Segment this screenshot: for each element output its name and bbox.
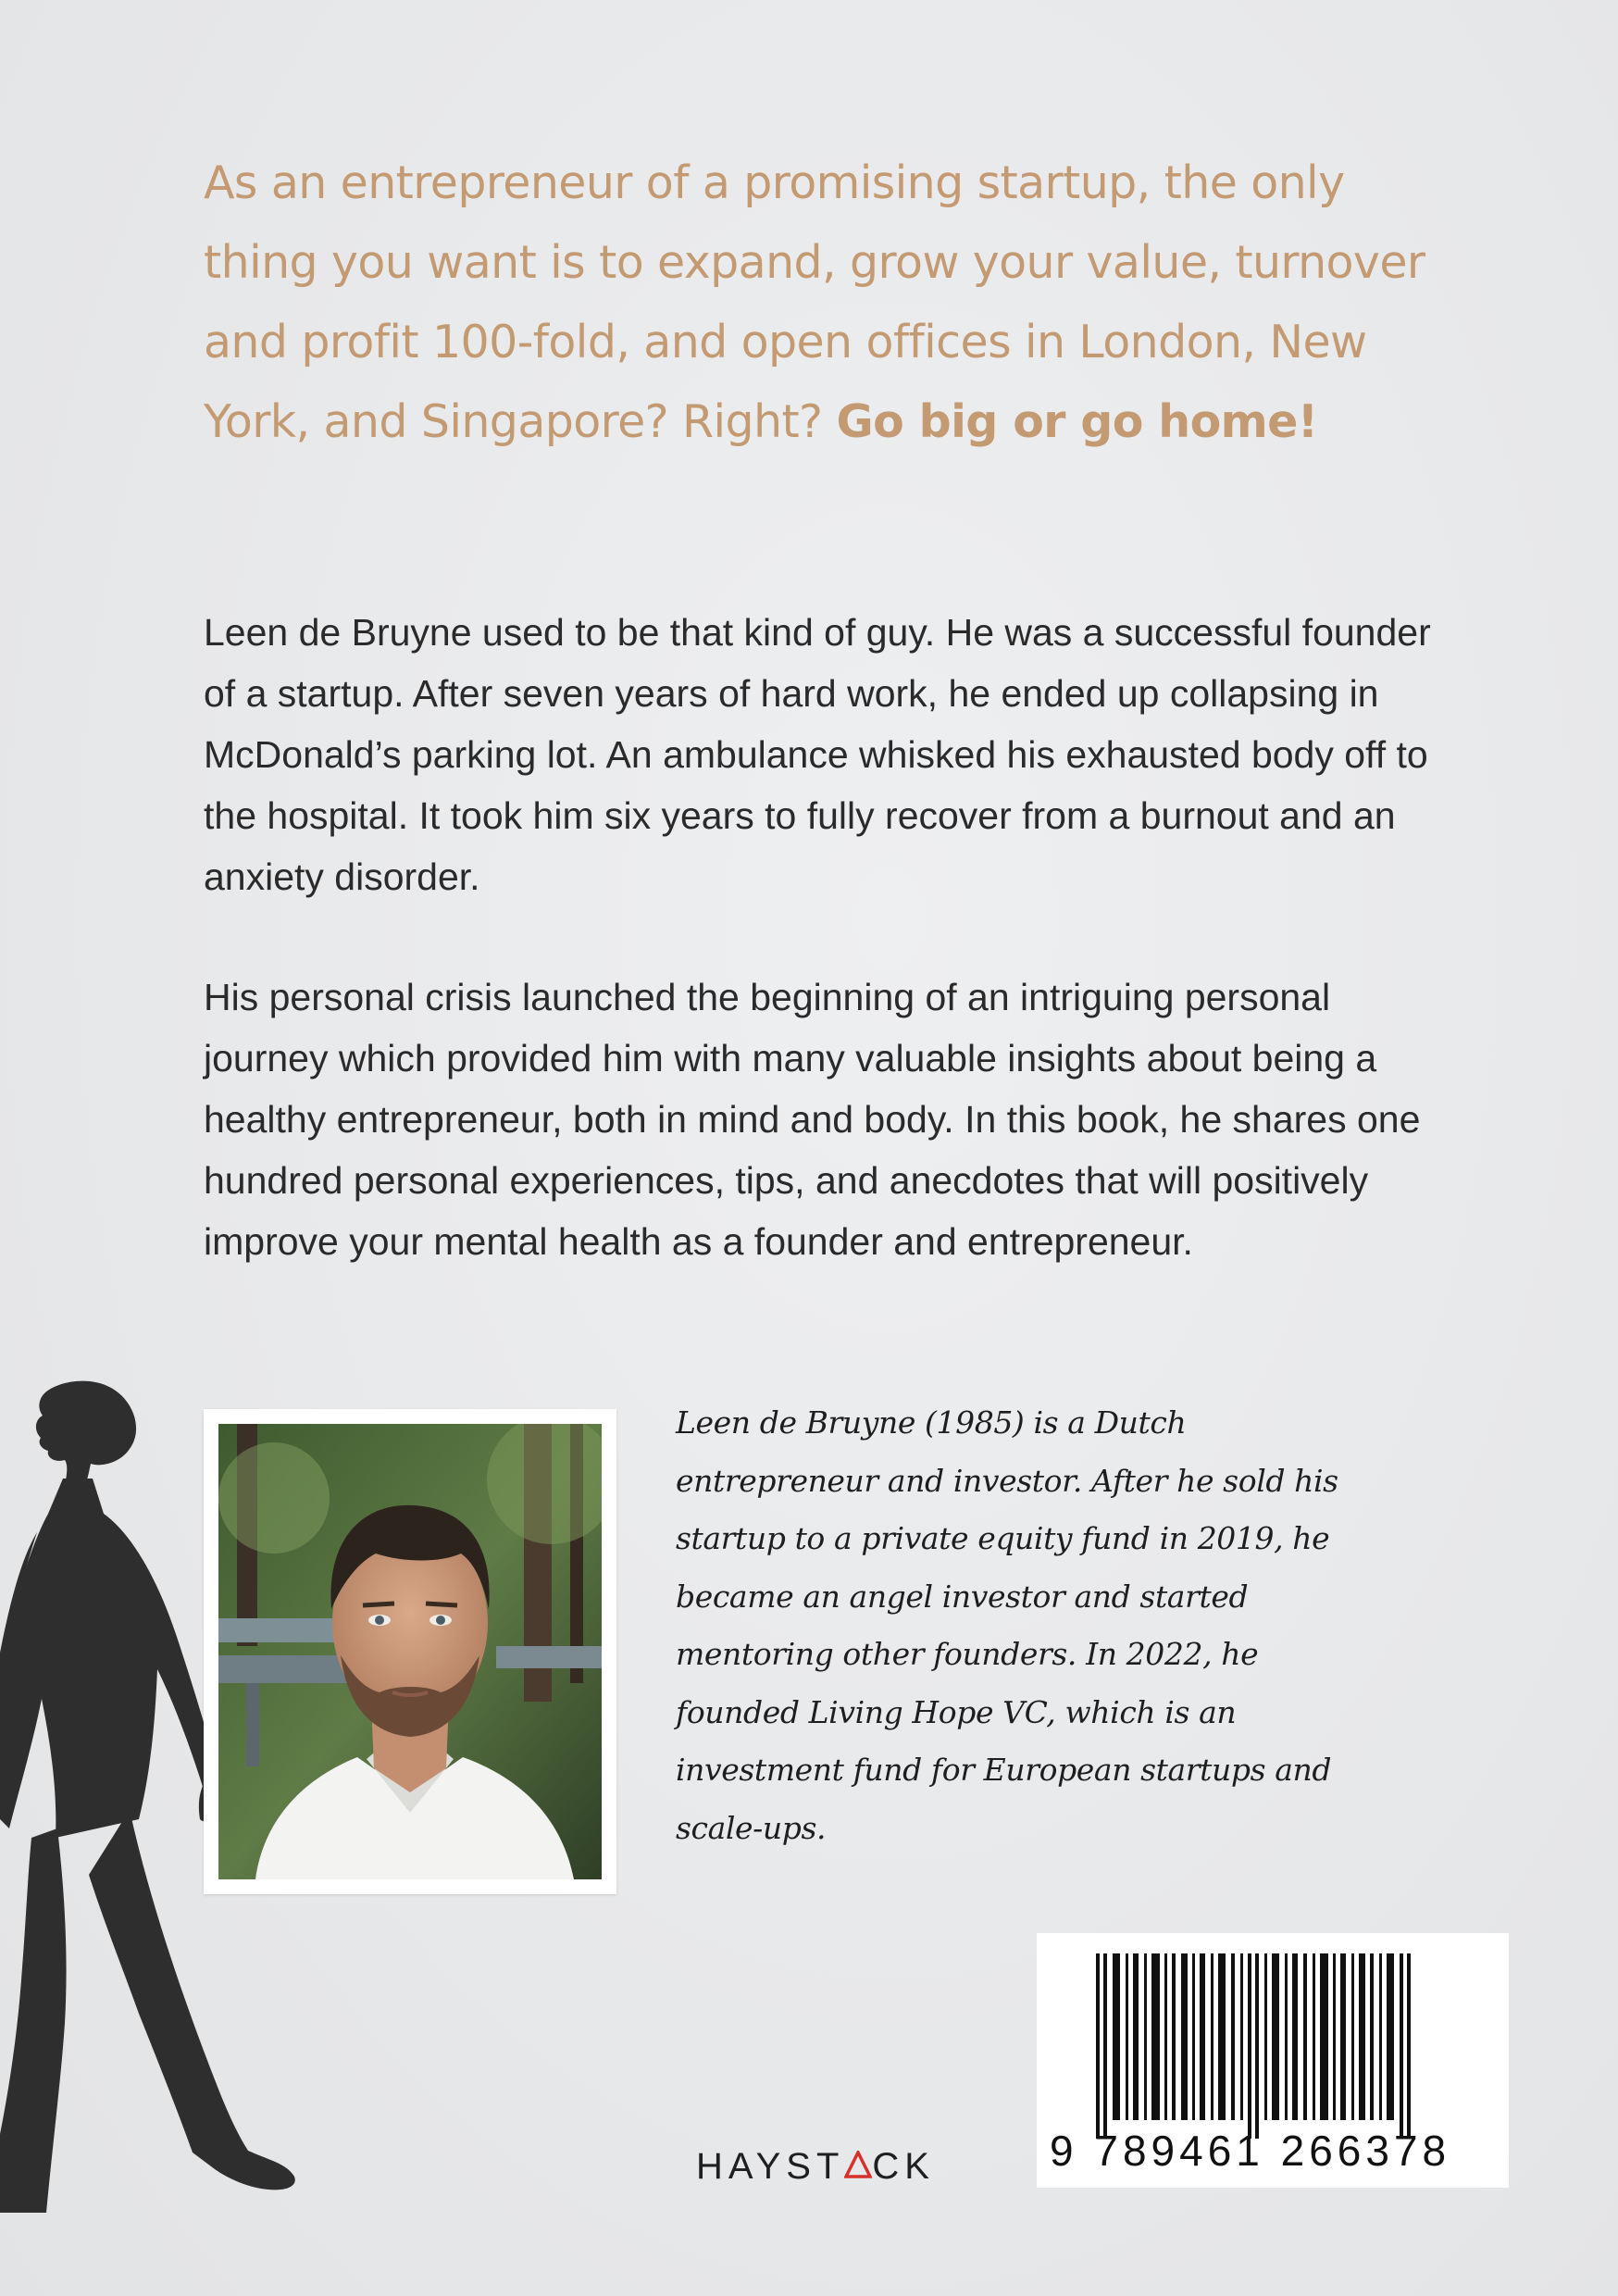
- intro-headline: [204, 144, 1435, 462]
- triangle-icon: [844, 2151, 872, 2178]
- publisher-logo: [696, 2146, 935, 2188]
- author-portrait-image: [218, 1424, 602, 1879]
- paragraph-book-summary: His personal crisis launched the beginning of an intriguing personal journey which provided him with many valuable insights about being a healthy entrepreneur, both in mind and body. In this book, he shares one hundred personal experiences, tips, and anecdotes that will positively improve your mental health as a founder and entrepreneur.: [204, 976, 1421, 1263]
- paragraph-story: Leen de Bruyne used to be that kind of guy. He was a successful founder of a startup. After seven years of hard work, he ended up collapsing in McDonald’s parking lot. An ambulance whisked his exhausted body off to the hospital. It took him six years to fully recover from a burnout and an anxiety disorder.: [204, 611, 1431, 898]
- isbn-barcode: [1037, 1933, 1509, 2188]
- author-photo: [204, 1409, 616, 1894]
- author-bio: Leen de Bruyne (1985) is a Dutch entrepreneur and investor. After he sold his startup to a private equity fund in 2019, he became an angel investor and started mentoring other founders. In 2022, he founded Living Hope VC, which is an investment fund for European startups and scale-ups.: [676, 1404, 1338, 1846]
- intro-text: As an entrepreneur of a promising startup, the only thing you want is to expand, grow your value, turnover and profit 100-fold, and open offices in London, New York, and Singapore? Right?: [204, 156, 1425, 448]
- isbn-digits: 9 789461 266378: [1050, 2127, 1451, 2175]
- publisher-name-part-2: CK: [872, 2146, 935, 2187]
- publisher-name-part-1: HAYST: [696, 2146, 845, 2187]
- intro-emphasis: Go big or go home!: [836, 395, 1318, 448]
